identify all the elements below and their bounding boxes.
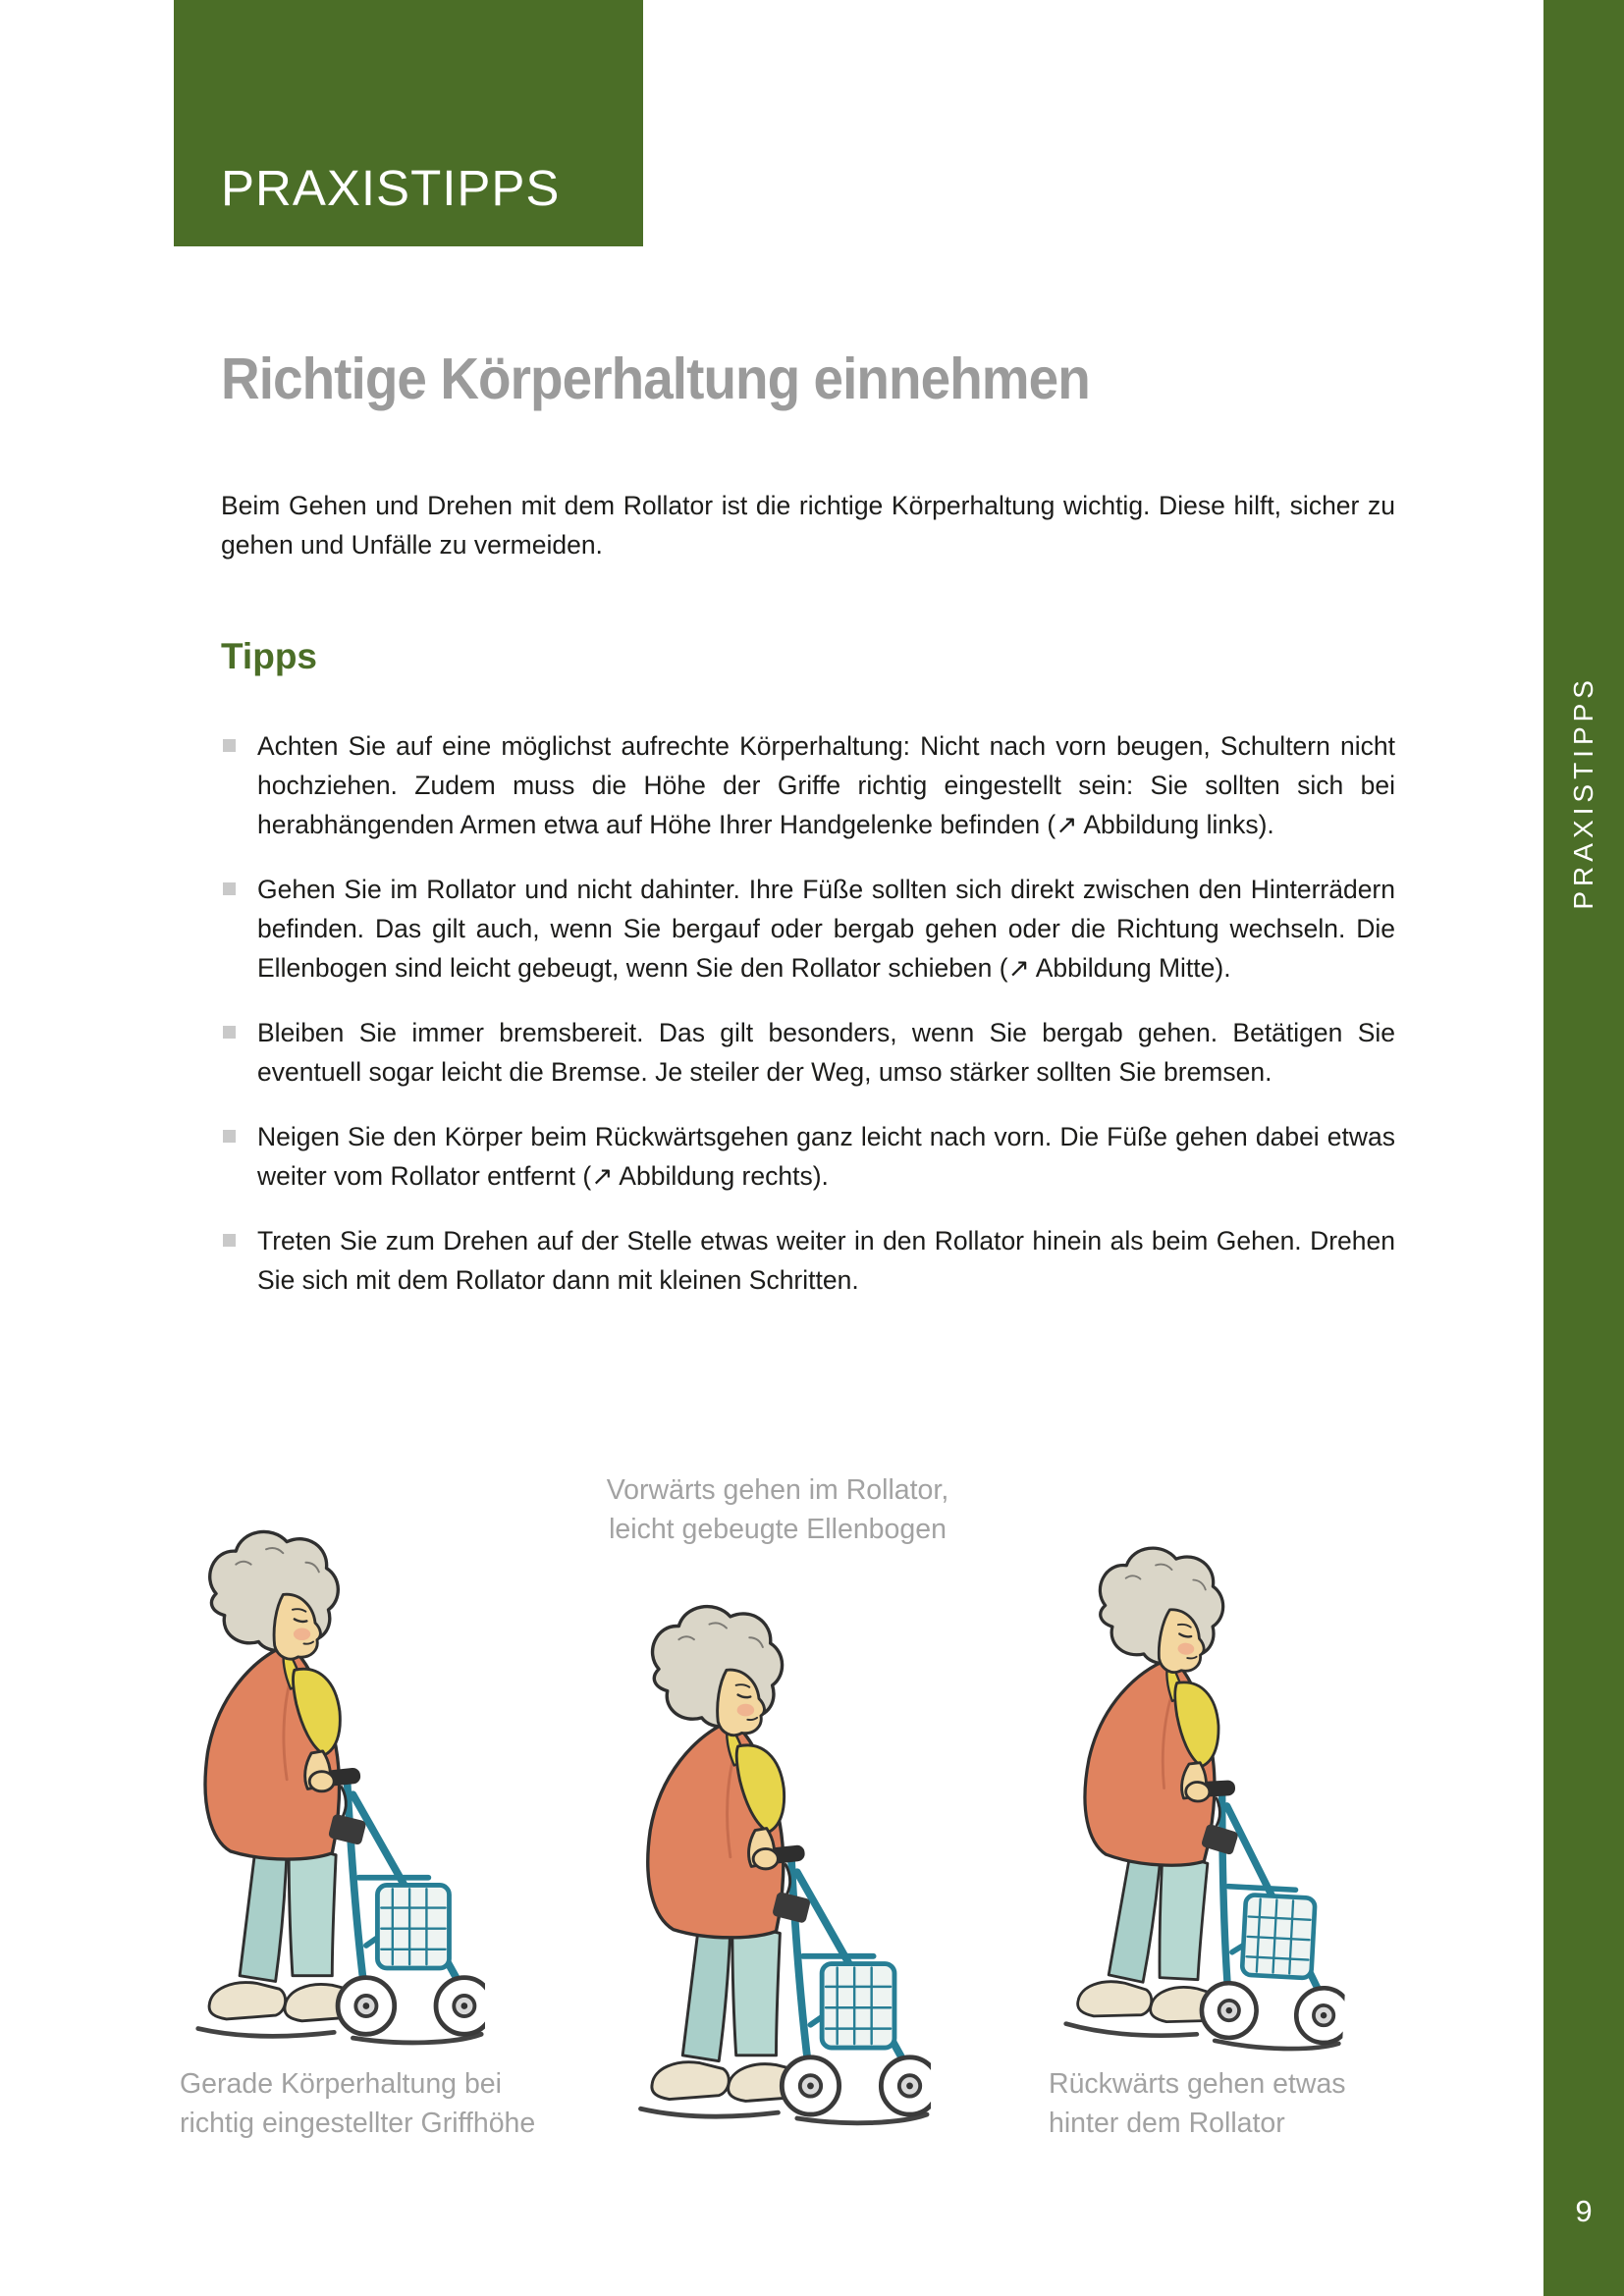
- header-label: PRAXISTIPPS: [221, 160, 561, 216]
- caption-middle-figure: [552, 1470, 1003, 1549]
- intro-paragraph: Beim Gehen und Drehen mit dem Rollator ist die richtige Körperhaltung wichtig. Diese hilft, sicher zu gehen und Unfälle zu vermeiden.: [221, 491, 1395, 560]
- tip-item: [221, 1117, 1395, 1196]
- caption-line: Rückwärts gehen etwas: [1049, 2068, 1346, 2100]
- caption-line: Gerade Körperhaltung bei: [180, 2068, 502, 2100]
- illustration-walking-forward: [587, 1578, 931, 2151]
- bullet-square-icon: [223, 1026, 236, 1039]
- caption-left-figure: [180, 2064, 535, 2143]
- page-title: Richtige Körperhaltung einnehmen: [221, 347, 1090, 411]
- sidebar-band: [1543, 0, 1624, 2296]
- page-number: 9: [1575, 2194, 1593, 2228]
- illustration-upright-posture: [145, 1504, 485, 2070]
- bullet-square-icon: [223, 1234, 236, 1247]
- bullet-square-icon: [223, 882, 236, 895]
- tips-list: [221, 726, 1395, 1325]
- caption-line: richtig eingestellter Griffhöhe: [180, 2108, 536, 2139]
- illustration-walking-backward: [1013, 1516, 1370, 2079]
- caption-line: Vorwärts gehen im Rollator,: [606, 1474, 949, 1506]
- tip-item: [221, 1013, 1395, 1092]
- tip-text: Bleiben Sie immer bremsbereit. Das gilt besonders, wenn Sie bergab gehen. Betätigen Sie eventuell sogar leicht die Bremse. Je steiler der Weg, umso stärker sollten Sie bremsen.: [257, 1018, 1395, 1087]
- bullet-square-icon: [223, 739, 236, 752]
- sidebar-label: PRAXISTIPPS: [1568, 675, 1598, 910]
- header-banner: [174, 0, 643, 246]
- tip-text: Treten Sie zum Drehen auf der Stelle etwas weiter in den Rollator hinein als beim Gehen. Drehen Sie sich mit dem Rollator dann mit kleinen Schritten.: [257, 1226, 1395, 1295]
- tip-text: Gehen Sie im Rollator und nicht dahinter. Ihre Füße sollten sich direkt zwischen den Hinterrädern befinden. Das gilt auch, wenn Sie bergauf oder bergab gehen oder die Richtung wechseln. Die Ellenbogen sind leicht gebeugt, wenn Sie den Rollator schieben (↗ Abbildung Mitte).: [257, 875, 1395, 983]
- tip-item: [221, 1221, 1395, 1300]
- tip-text: Neigen Sie den Körper beim Rückwärtsgehen ganz leicht nach vorn. Die Füße gehen dabei etwas weiter vom Rollator entfernt (↗ Abbildung rechts).: [257, 1122, 1395, 1191]
- tip-item: [221, 726, 1395, 844]
- tip-text: Achten Sie auf eine möglichst aufrechte Körperhaltung: Nicht nach vorn beugen, Schultern nicht hochziehen. Zudem muss die Höhe der Griffe richtig eingestellt sein: Sie sollten sich bei herabhängenden Armen etwa auf Höhe Ihrer Handgelenke befinden (↗ Abbildung links).: [257, 731, 1395, 839]
- caption-line: leicht gebeugte Ellenbogen: [609, 1514, 947, 1545]
- tip-item: [221, 870, 1395, 988]
- bullet-square-icon: [223, 1130, 236, 1143]
- tips-heading: Tipps: [221, 636, 317, 676]
- caption-line: hinter dem Rollator: [1049, 2108, 1285, 2139]
